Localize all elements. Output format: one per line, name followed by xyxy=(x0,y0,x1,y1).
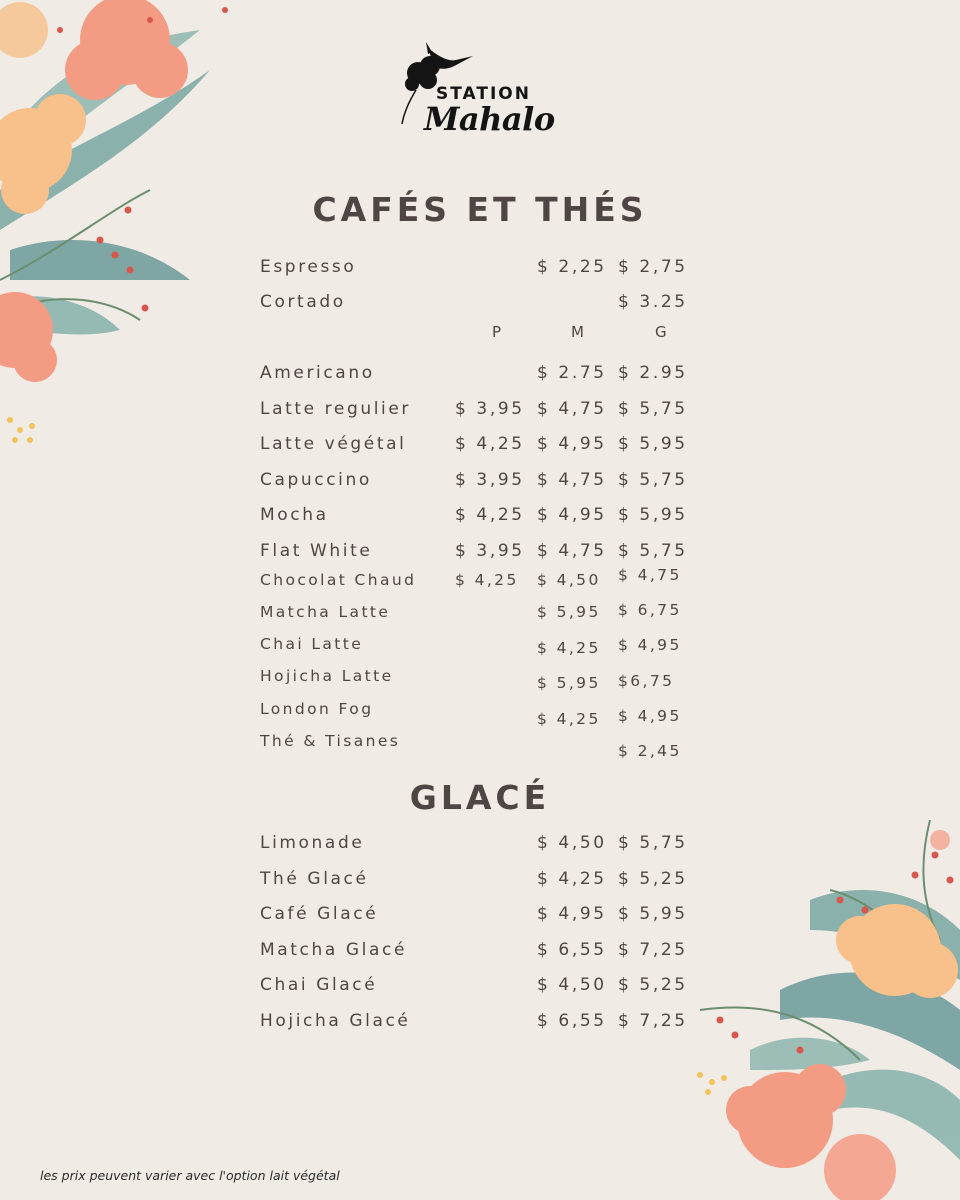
price-m: $ 4,50 xyxy=(537,571,601,589)
menu-row xyxy=(260,292,700,316)
brand-logo xyxy=(398,38,558,148)
item-name: Hojicha Glacé xyxy=(260,1011,411,1031)
menu-row xyxy=(260,869,700,893)
price-g: $ 5,75 xyxy=(618,833,688,853)
item-name: Chai Latte xyxy=(260,635,364,653)
price-m: $ 4,95 xyxy=(537,434,607,454)
footnote: les prix peuvent varier avec l'option lait végétal xyxy=(40,1168,340,1183)
price-m: $ 2,25 xyxy=(537,257,607,277)
section-title-glace: GLACÉ xyxy=(409,778,551,817)
price-m: $ 2.75 xyxy=(537,363,607,383)
item-name: Espresso xyxy=(260,257,357,277)
price-m: $ 4,50 xyxy=(537,975,607,995)
price-m: $ 4,75 xyxy=(537,470,607,490)
price-m: $ 4,50 xyxy=(537,833,607,853)
price-g: $ 2.95 xyxy=(618,363,688,383)
price-p: $ 4,25 xyxy=(455,505,525,525)
price-m: $ 4,25 xyxy=(537,869,607,889)
menu-row xyxy=(260,667,700,691)
price-g: $ 3.25 xyxy=(618,292,688,312)
menu-row xyxy=(260,470,700,494)
item-name: Latte regulier xyxy=(260,399,412,419)
price-m: $ 6,55 xyxy=(537,1011,607,1031)
item-name: Limonade xyxy=(260,833,365,853)
menu-row xyxy=(260,434,700,458)
menu-row xyxy=(260,635,700,659)
price-m: $ 4,25 xyxy=(537,639,601,657)
floral-decoration-bottom-right xyxy=(690,820,960,1200)
price-g: $ 7,25 xyxy=(618,940,688,960)
item-name: Mocha xyxy=(260,505,329,525)
menu-row xyxy=(260,833,700,857)
price-g: $6,75 xyxy=(618,672,675,690)
item-name: Chai Glacé xyxy=(260,975,378,995)
menu-row xyxy=(260,541,700,565)
price-g: $ 5,75 xyxy=(618,470,688,490)
price-m: $ 4,95 xyxy=(537,904,607,924)
item-name: Latte végétal xyxy=(260,434,407,454)
menu-row xyxy=(260,505,700,529)
price-m: $ 4,75 xyxy=(537,541,607,561)
menu-row xyxy=(260,257,700,281)
price-p: $ 3,95 xyxy=(455,399,525,419)
price-g: $ 5,75 xyxy=(618,399,688,419)
price-p: $ 4,25 xyxy=(455,571,519,589)
size-label-g: G xyxy=(655,323,667,341)
price-g: $ 5,95 xyxy=(618,434,688,454)
item-name: Matcha Latte xyxy=(260,603,391,621)
item-name: Thé Glacé xyxy=(260,869,369,889)
price-g: $ 5,25 xyxy=(618,975,688,995)
menu-row xyxy=(260,1011,700,1035)
price-m: $ 5,95 xyxy=(537,603,601,621)
item-name: Capuccino xyxy=(260,470,372,490)
item-name: Matcha Glacé xyxy=(260,940,408,960)
price-g: $ 2,45 xyxy=(618,742,682,760)
yellow-dots xyxy=(7,417,35,443)
brand-mahalo: Mahalo xyxy=(424,100,555,138)
price-g: $ 5,25 xyxy=(618,869,688,889)
item-name: Café Glacé xyxy=(260,904,379,924)
brand-station: STATION xyxy=(436,84,531,104)
menu-row xyxy=(260,700,700,728)
menu-row xyxy=(260,940,700,964)
item-name: Thé & Tisanes xyxy=(260,732,401,750)
item-name: Flat White xyxy=(260,541,373,561)
price-m: $ 6,55 xyxy=(537,940,607,960)
price-g: $ 5,75 xyxy=(618,541,688,561)
price-m: $ 4,95 xyxy=(537,505,607,525)
menu-row xyxy=(260,975,700,999)
menu-row xyxy=(260,603,700,627)
price-g: $ 7,25 xyxy=(618,1011,688,1031)
price-p: $ 4,25 xyxy=(455,434,525,454)
size-label-p: P xyxy=(492,323,502,341)
item-name: London Fog xyxy=(260,700,374,718)
price-m: $ 4,25 xyxy=(537,710,601,728)
item-name: Cortado xyxy=(260,292,346,312)
menu-row xyxy=(260,363,700,387)
floral-decoration-top-left xyxy=(0,0,240,460)
menu-row xyxy=(260,732,700,760)
price-p: $ 3,95 xyxy=(455,541,525,561)
price-p: $ 3,95 xyxy=(455,470,525,490)
price-g: $ 4,95 xyxy=(618,636,682,654)
item-name: Americano xyxy=(260,363,375,383)
price-g: $ 4,75 xyxy=(618,566,682,584)
item-name: Hojicha Latte xyxy=(260,667,394,685)
price-m: $ 4,75 xyxy=(537,399,607,419)
price-g: $ 6,75 xyxy=(618,601,682,619)
price-g: $ 4,95 xyxy=(618,707,682,725)
size-label-m: M xyxy=(571,323,584,341)
menu-row xyxy=(260,904,700,928)
price-m: $ 5,95 xyxy=(537,674,601,692)
menu-row xyxy=(260,566,700,595)
yellow-dots xyxy=(697,1072,727,1095)
section-title-cafes: CAFÉS ET THÉS xyxy=(312,190,648,229)
size-header xyxy=(260,323,700,343)
price-g: $ 5,95 xyxy=(618,904,688,924)
menu-row xyxy=(260,399,700,423)
price-g: $ 2,75 xyxy=(618,257,688,277)
item-name: Chocolat Chaud xyxy=(260,571,417,589)
price-g: $ 5,95 xyxy=(618,505,688,525)
